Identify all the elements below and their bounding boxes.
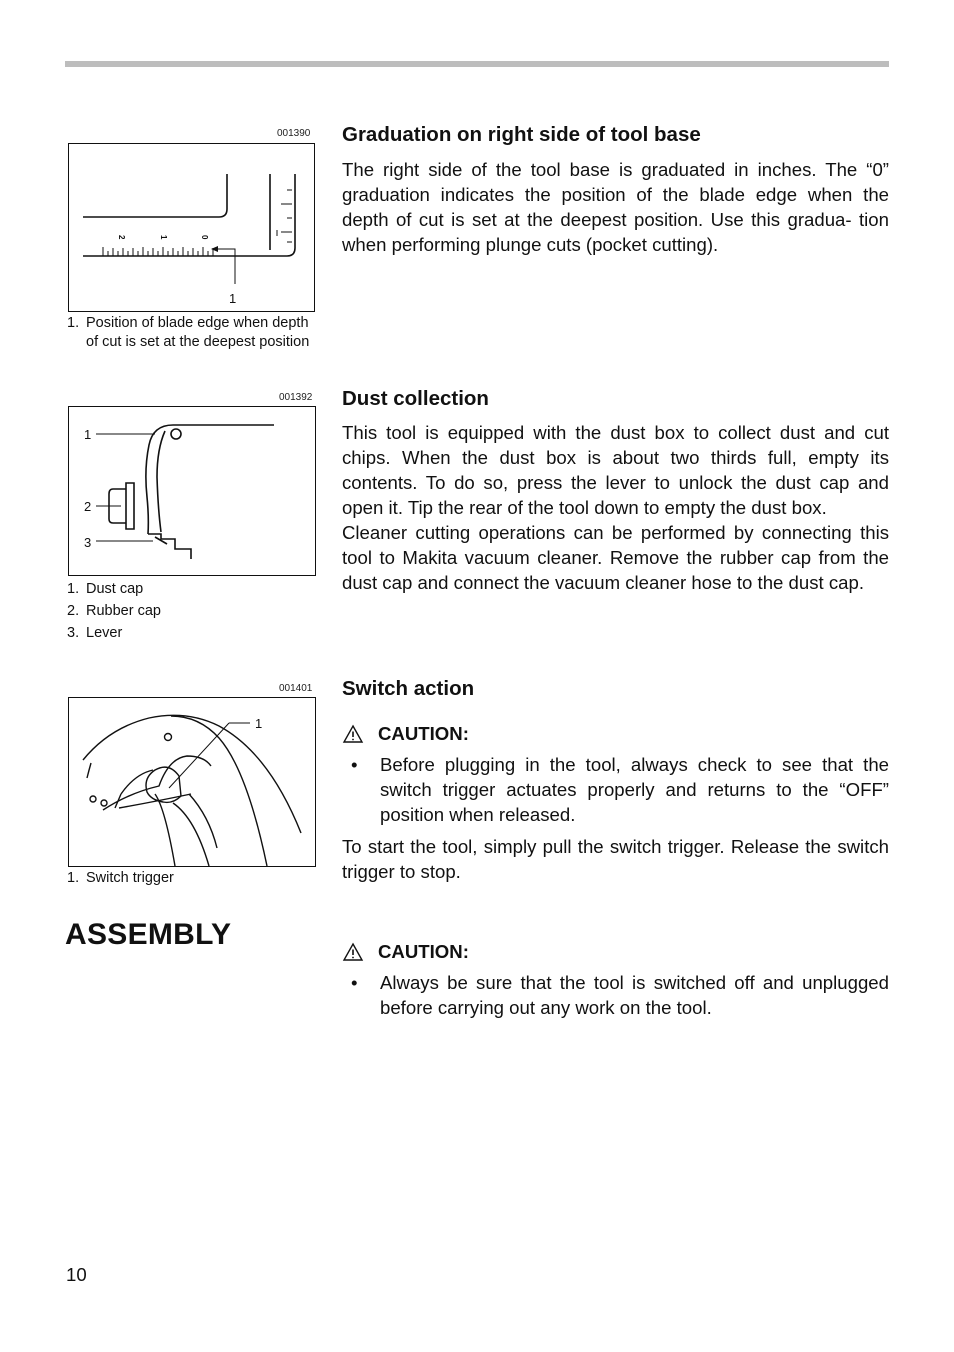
figure-callout-3: 3 xyxy=(84,535,92,550)
dust-cap-diagram xyxy=(69,407,317,577)
caption-text: Rubber cap xyxy=(86,603,161,619)
caution-bullet xyxy=(342,752,889,827)
caution-label: CAUTION: xyxy=(378,723,469,744)
figure-caption xyxy=(67,869,174,888)
caution-heading xyxy=(342,723,469,745)
caption-text: Switch trigger xyxy=(86,870,174,886)
figure-dust-collection xyxy=(68,406,316,576)
figure-caption xyxy=(67,314,309,352)
switch-trigger-diagram xyxy=(69,698,317,868)
section-title-graduation: Graduation on right side of tool base xyxy=(342,123,701,146)
scale-label-0: 0 xyxy=(200,235,209,240)
caption-text: Dust cap xyxy=(86,581,144,597)
scale-label-1: 1 xyxy=(159,235,168,240)
caution-text: Always be sure that the tool is switched off and unplugged before carrying out any work on the tool. xyxy=(380,972,889,1018)
warning-triangle-icon xyxy=(342,724,364,744)
figure-graduation xyxy=(68,143,315,312)
scale-label-2: 2 xyxy=(117,235,126,240)
graduation-body: The right side of the tool base is graduated in inches. The “0” graduation indicates the position of the blade edge when the depth of cut is set at the deepest position. Use this gradua- tion when performing plunge cuts (pocket cutting). xyxy=(342,159,889,255)
switch-body: To start the tool, simply pull the switch trigger. Release the switch trigger to stop. xyxy=(342,836,889,882)
figure-callout-1: 1 xyxy=(229,291,237,306)
dust-body-2: Cleaner cutting operations can be performed by connecting this tool to Makita vacuum cleaner. Remove the rubber cap from the dust cap and connect the vacuum cleaner hose to the dust cap. xyxy=(342,522,889,593)
caption-number: 1. xyxy=(67,315,80,331)
bullet-icon: • xyxy=(351,754,358,775)
caption-number: 1. xyxy=(67,581,80,597)
dust-body-1: This tool is equipped with the dust box to collect dust and cut chips. When the dust box is about two thirds full, empty its contents. To do so, press the lever to unlock the dust cap and open it. Tip the rear of the tool down to empty the dust box. xyxy=(342,422,889,518)
figure-switch-action xyxy=(68,697,316,867)
caution-label: CAUTION: xyxy=(378,941,469,962)
figure-callout-1: 1 xyxy=(84,427,92,442)
caution-text: Before plugging in the tool, always check to see that the switch trigger actuates properly and returns to the “OFF” position when released. xyxy=(380,754,889,825)
graduation-diagram xyxy=(69,144,316,313)
figure-caption xyxy=(67,578,161,644)
caption-number: 1. xyxy=(67,870,80,886)
caption-text: Position of blade edge when depth xyxy=(86,315,309,331)
caption-number: 3. xyxy=(67,625,80,641)
top-rule xyxy=(65,61,889,67)
section-title-switch-action: Switch action xyxy=(342,677,475,700)
figure-code: 001390 xyxy=(277,128,311,139)
section-title-dust-collection: Dust collection xyxy=(342,387,489,410)
caution-heading xyxy=(342,941,469,963)
caption-number: 2. xyxy=(67,603,80,619)
caution-bullet xyxy=(342,970,889,1020)
figure-callout-1: 1 xyxy=(255,716,263,731)
figure-callout-2: 2 xyxy=(84,499,92,514)
figure-code: 001392 xyxy=(279,392,313,403)
figure-code: 001401 xyxy=(279,683,313,694)
section-title-assembly: ASSEMBLY xyxy=(65,918,232,951)
page-number: 10 xyxy=(66,1264,87,1285)
caption-text: of cut is set at the deepest position xyxy=(86,334,310,350)
caption-text: Lever xyxy=(86,625,123,641)
warning-triangle-icon xyxy=(342,942,364,962)
bullet-icon: • xyxy=(351,972,358,993)
